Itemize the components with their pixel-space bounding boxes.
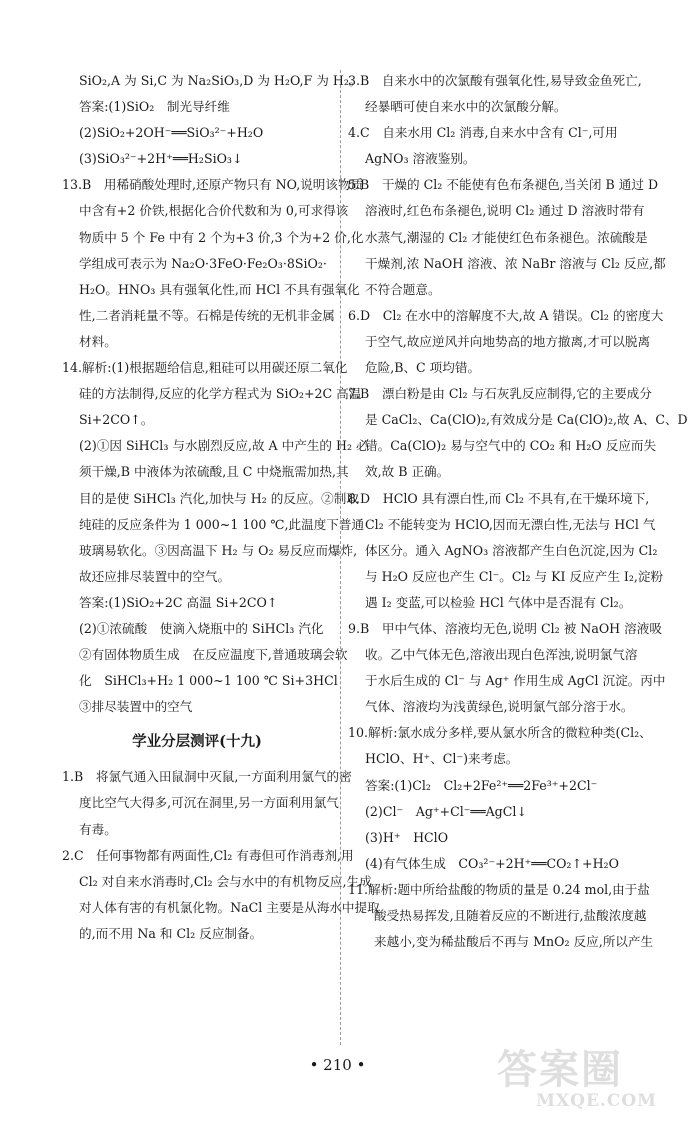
text-line: 目的是使 SiHCl₃ 汽化,加快与 H₂ 的反应。②制取 xyxy=(79,490,359,506)
text-line: 物质中 5 个 Fe 中有 2 个为+3 价,3 个为+2 价,化 xyxy=(79,229,364,245)
text-line: 答案:(1)Cl₂ Cl₂+2Fe²⁺══2Fe³⁺+2Cl⁻ xyxy=(365,777,598,793)
text-line: 气体、溶液均为浅黄绿色,说明氯气部分溶于水。 xyxy=(365,699,634,715)
text-line: 9.B 甲中气体、溶液均无色,说明 Cl₂ 被 NaOH 溶液吸 xyxy=(348,620,662,636)
text-line: 答案:(1)SiO₂ 制光导纤维 xyxy=(79,99,230,115)
text-line: 化 SiHCl₃+H₂ 1 000~1 100 ℃ Si+3HCl xyxy=(79,673,338,689)
text-line: 经暴晒可使自来水中的次氯酸分解。 xyxy=(365,99,567,115)
text-line: 2.C 任何事物都有两面性,Cl₂ 有毒但可作消毒剂,用 xyxy=(62,847,354,863)
text-line: 须干燥,B 中液体为浓硫酸,且 C 中烧瓶需加热,其 xyxy=(79,464,349,480)
text-line: 11.解析:题中所给盐酸的物质的量是 0.24 mol,由于盐 xyxy=(348,881,650,897)
text-line: 干燥剂,浓 NaOH 溶液、浓 NaBr 溶液与 Cl₂ 反应,都 xyxy=(365,255,666,271)
text-line: HClO、H⁺、Cl⁻)来考虑。 xyxy=(365,751,519,767)
text-line: (3)H⁺ HClO xyxy=(365,829,449,845)
text-line: 对人体有害的有机氯化物。NaCl 主要是从海水中提取 xyxy=(79,899,380,915)
text-line: 1.B 将氯气通入田鼠洞中灭鼠,一方面利用氯气的密 xyxy=(62,769,352,785)
text-line: ③排尽装置中的空气 xyxy=(79,699,193,715)
text-line: 溶液时,红色布条褪色,说明 Cl₂ 通过 D 溶液时带有 xyxy=(365,203,645,219)
text-line: 玻璃易软化。③因高温下 H₂ 与 O₂ 易反应而爆炸, xyxy=(79,542,358,558)
text-line: 纯硅的反应条件为 1 000~1 100 ℃,此温度下普通 xyxy=(79,516,365,532)
page-number: • 210 • xyxy=(309,1056,366,1074)
text-line: 性,二者消耗量不等。石棉是传统的无机非金属 xyxy=(79,307,335,323)
text-line: 水蒸气,潮湿的 Cl₂ 才能使红色布条褪色。浓硫酸是 xyxy=(365,229,648,245)
text-line: 收。乙中气体无色,溶液出现白色浑浊,说明氯气溶 xyxy=(365,647,638,663)
text-line: 10.解析:氯水成分多样,要从氯水所含的微粒种类(Cl₂、 xyxy=(348,725,652,741)
text-line: 硅的方法制得,反应的化学方程式为 SiO₂+2C 高温 xyxy=(79,386,362,402)
text-line: Cl₂ 不能转变为 HClO,因而无漂白性,无法与 HCl 气 xyxy=(365,516,656,532)
text-line: (2)SiO₂+2OH⁻══SiO₃²⁻+H₂O xyxy=(79,125,264,141)
text-line: 体区分。通入 AgNO₃ 溶液都产生白色沉淀,因为 Cl₂ xyxy=(365,542,658,558)
text-line: 危险,B、C 项均错。 xyxy=(365,360,481,376)
text-line: (2)①浓硫酸 使滴入烧瓶中的 SiHCl₃ 汽化 xyxy=(79,620,324,636)
text-line: 遇 I₂ 变蓝,可以检验 HCl 气体中是否混有 Cl₂。 xyxy=(365,594,632,610)
text-line: Si+2CO↑。 xyxy=(79,412,154,428)
text-line: 与 H₂O 反应也产生 Cl⁻。Cl₂ 与 KI 反应产生 I₂,淀粉 xyxy=(365,568,664,584)
text-line: 故还应排尽装置中的空气。 xyxy=(79,568,231,584)
text-line: 是 CaCl₂、Ca(ClO)₂,有效成分是 Ca(ClO)₂,故 A、C、D xyxy=(365,412,688,428)
text-line: 度比空气大得多,可沉在洞里,另一方面利用氯气 xyxy=(79,795,339,811)
text-line: (2)Cl⁻ Ag⁺+Cl⁻══AgCl↓ xyxy=(365,803,527,819)
text-line: 4.C 自来水用 Cl₂ 消毒,自来水中含有 Cl⁻,可用 xyxy=(348,125,618,141)
text-line: 14.解析:(1)根据题给信息,粗硅可以用碳还原二氧化 xyxy=(62,360,348,376)
text-line: 的,而不用 Na 和 Cl₂ 反应制备。 xyxy=(79,925,263,941)
watermark-url: MXQE.COM xyxy=(536,1091,657,1111)
text-line: 于水后生成的 Cl⁻ 与 Ag⁺ 作用生成 AgCl 沉淀。丙中 xyxy=(365,673,666,689)
text-line: 有毒。 xyxy=(79,821,117,837)
text-line: 13.B 用稀硝酸处理时,还原产物只有 NO,说明该物质 xyxy=(62,177,364,193)
text-line: 中含有+2 价铁,根据化合价代数和为 0,可求得该 xyxy=(79,203,349,219)
watermark-logo xyxy=(497,1046,657,1113)
text-line: 酸受热易挥发,且随着反应的不断进行,盐酸浓度越 xyxy=(374,908,647,923)
section-heading: 学业分层测评(十九) xyxy=(132,733,262,751)
text-line: H₂O。HNO₃ 具有强氧化性,而 HCl 不具有强氧化 xyxy=(79,281,360,297)
text-line: 7.B 漂白粉是由 Cl₂ 与石灰乳反应制得,它的主要成分 xyxy=(348,386,652,402)
watermark-logo-text: 答案圈 xyxy=(497,1046,623,1093)
text-line: 于空气,故应逆风并向地势高的地方撤离,才可以脱离 xyxy=(365,333,651,349)
text-line: AgNO₃ 溶液鉴别。 xyxy=(365,151,476,167)
text-line: 学组成可表示为 Na₂O·3FeO·Fe₂O₃·8SiO₂· xyxy=(79,255,327,271)
text-line: ②有固体物质生成 在反应温度下,普通玻璃会软 xyxy=(79,647,348,663)
text-line: 3.B 自来水中的次氯酸有强氧化性,易导致金鱼死亡, xyxy=(348,73,642,88)
text-line: 效,故 B 正确。 xyxy=(365,464,450,480)
text-line: 8.D HClO 具有漂白性,而 Cl₂ 不具有,在干燥环境下, xyxy=(348,490,650,506)
text-line: (4)有气体生成 CO₃²⁻+2H⁺══CO₂↑+H₂O xyxy=(365,855,619,871)
text-line: 6.D Cl₂ 在水中的溶解度不大,故 A 错误。Cl₂ 的密度大 xyxy=(348,307,664,323)
column-divider xyxy=(340,70,341,1045)
text-line: 材料。 xyxy=(79,333,117,349)
text-line: 5.B 干燥的 Cl₂ 不能使有色布条褪色,当关闭 B 通过 D xyxy=(348,177,659,193)
text-line: 答案:(1)SiO₂+2C 高温 Si+2CO↑ xyxy=(79,594,278,610)
text-line: (2)①因 SiHCl₃ 与水剧烈反应,故 A 中产生的 H₂ 必 xyxy=(79,438,369,454)
text-line: 来越小,变为稀盐酸后不再与 MnO₂ 反应,所以产生 xyxy=(374,934,654,950)
text-line: SiO₂,A 为 Si,C 为 Na₂SiO₃,D 为 H₂O,F 为 H₂。 xyxy=(79,73,362,88)
right-column xyxy=(348,68,688,955)
left-column xyxy=(62,68,380,947)
text-line: 不符合题意。 xyxy=(365,281,441,297)
text-line: 错。Ca(ClO)₂ 易与空气中的 CO₂ 和 H₂O 反应而失 xyxy=(365,438,657,454)
text-line: (3)SiO₃²⁻+2H⁺══H₂SiO₃↓ xyxy=(79,151,243,167)
text-line: Cl₂ 对自来水消毒时,Cl₂ 会与水中的有机物反应,生成 xyxy=(79,873,372,889)
